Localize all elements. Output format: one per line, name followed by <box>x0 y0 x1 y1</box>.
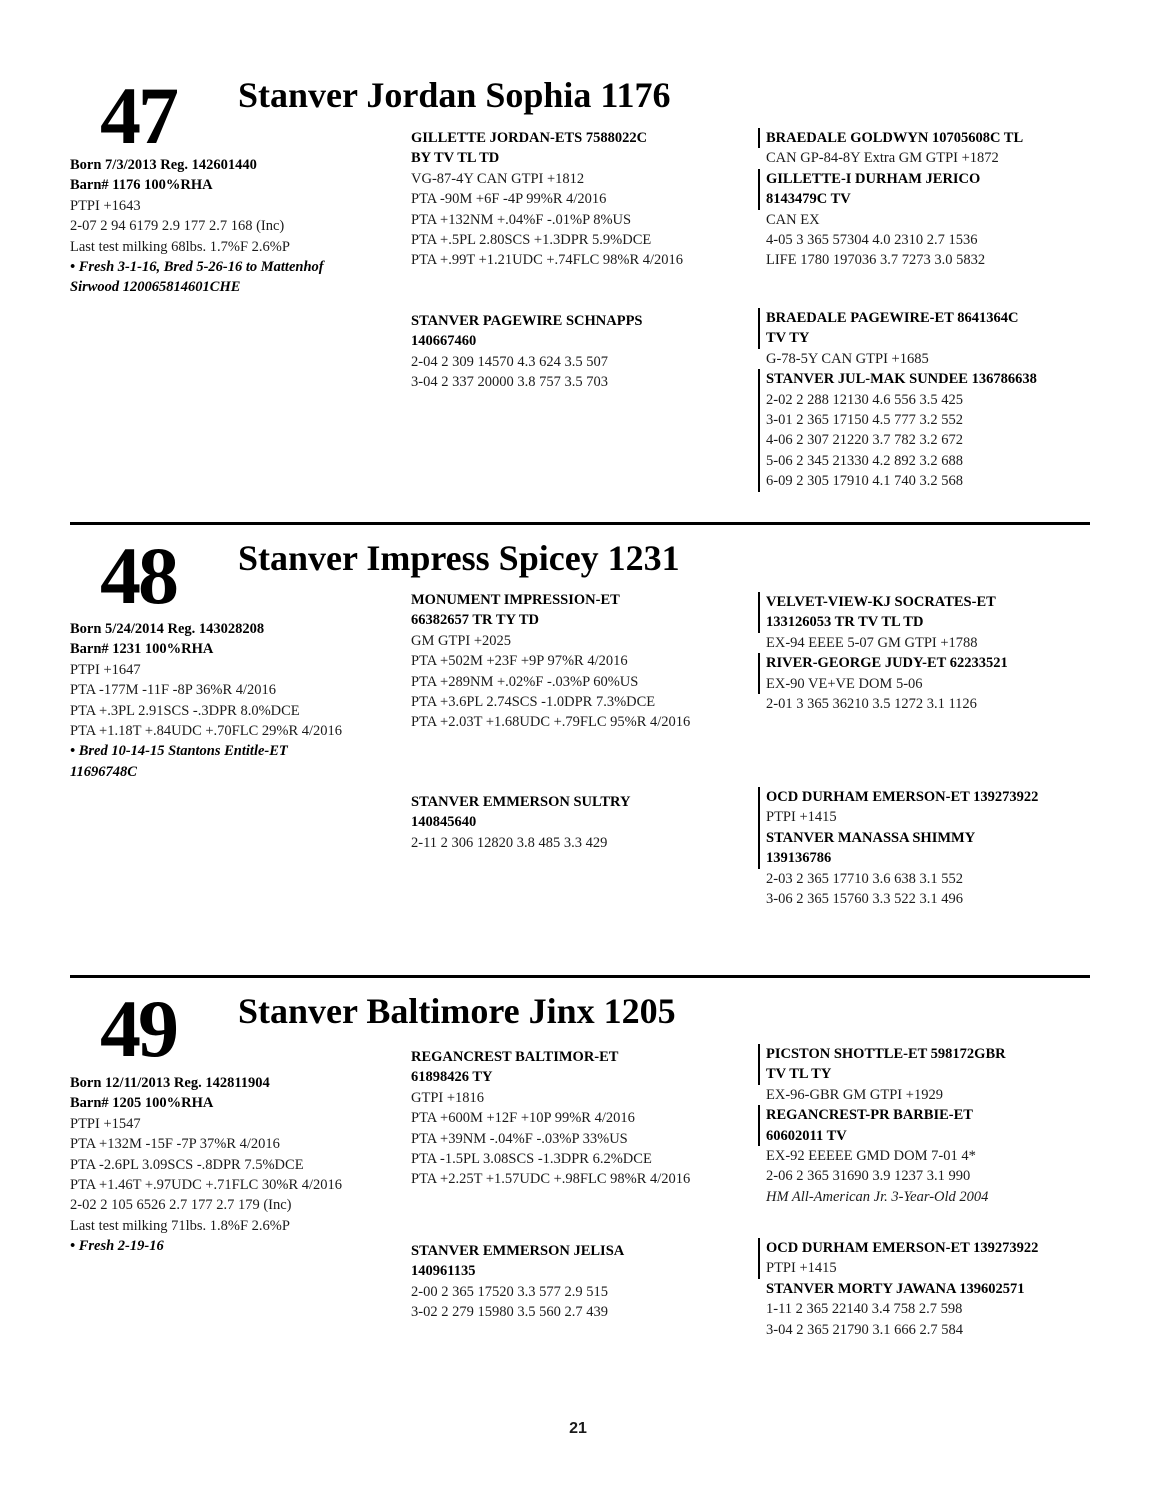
sire-dam <box>758 653 1101 694</box>
sire-pedigree-block <box>766 592 1101 714</box>
sire-dam-line: LIFE 1780 197036 3.7 7273 3.0 5832 <box>766 252 986 269</box>
dam-line: 3-02 2 279 15980 3.5 560 2.7 439 <box>411 1304 608 1321</box>
sire-line: PTA +600M +12F +10P 99%R 4/2016 <box>411 1110 635 1127</box>
born-reg: Born 12/11/2013 Reg. 142811904 <box>70 1075 270 1091</box>
born-reg: Born 5/24/2014 Reg. 143028208 <box>70 621 265 637</box>
lot-title: Stanver Impress Spicey 1231 <box>238 538 680 578</box>
dam-dam-line: 3-04 2 365 21790 3.1 666 2.7 584 <box>766 1321 963 1338</box>
sire-line: PTA +.5PL 2.80SCS +1.3DPR 5.9%DCE <box>411 232 652 249</box>
sire-line: PTA +289NM +.02%F -.03%P 60%US <box>411 673 639 690</box>
sire-sire-line: CAN GP-84-8Y Extra GM GTPI +1872 <box>766 150 999 167</box>
animal-info <box>70 619 390 782</box>
sire-sire-line: EX-94 EEEE 5-07 GM GTPI +1788 <box>766 634 978 651</box>
sire-line: PTA -90M +6F -4P 99%R 4/2016 <box>411 191 607 208</box>
sire-dam-name: 8143479C TV <box>766 191 851 208</box>
info-line: 2-07 2 94 6179 2.9 177 2.7 168 (Inc) <box>70 218 285 235</box>
sire-sire-name: PICSTON SHOTTLE-ET 598172GBR <box>766 1046 1006 1062</box>
sire-line: PTA +3.6PL 2.74SCS -1.0DPR 7.3%DCE <box>411 694 656 711</box>
sire-pedigree-block <box>766 1044 1101 1207</box>
lot-number: 47 <box>100 70 176 161</box>
info-line: PTA -2.6PL 3.09SCS -.8DPR 7.5%DCE <box>70 1156 304 1173</box>
info-line: PTPI +1643 <box>70 197 141 214</box>
sire-line: GM GTPI +2025 <box>411 632 512 649</box>
bred-note: • Bred 10-14-15 Stantons Entitle-ET <box>70 743 288 760</box>
sire-sire <box>758 128 1101 148</box>
dam-block <box>411 311 746 393</box>
animal-info <box>70 155 390 298</box>
info-line: PTA -177M -11F -8P 36%R 4/2016 <box>70 682 277 699</box>
sire-line: GTPI +1816 <box>411 1089 485 1106</box>
dam-pedigree-block <box>766 1238 1101 1340</box>
dam-dam-line: 1-11 2 365 22140 3.4 758 2.7 598 <box>766 1301 963 1318</box>
lot-number: 48 <box>100 530 176 621</box>
dam-name: STANVER PAGEWIRE SCHNAPPS <box>411 313 643 329</box>
dam-sire-name: BRAEDALE PAGEWIRE-ET 8641364C <box>766 310 1019 326</box>
sire-block <box>411 128 746 271</box>
dam-dam-name: STANVER JUL-MAK SUNDEE 136786638 <box>766 371 1037 388</box>
dam-name: STANVER EMMERSON SULTRY <box>411 794 631 810</box>
info-line: Last test milking 71lbs. 1.8%F 2.6%P <box>70 1217 290 1234</box>
dam-sire-line: PTPI +1415 <box>766 809 837 826</box>
dam-name: 140667460 <box>411 333 477 350</box>
sire-dam-name: GILLETTE-I DURHAM JERICO <box>766 170 981 187</box>
dam-dam <box>758 369 1101 491</box>
sire-line: VG-87-4Y CAN GTPI +1812 <box>411 170 585 187</box>
sire-name: BY TV TL TD <box>411 150 500 167</box>
sire-line: PTA +502M +23F +9P 97%R 4/2016 <box>411 653 628 670</box>
section-divider <box>70 975 1090 978</box>
fresh-note: • Fresh 2-19-16 <box>70 1238 164 1255</box>
sire-dam-line: EX-92 EEEEE GMD DOM 7-01 4* <box>766 1148 976 1165</box>
sire-line: PTA +2.03T +1.68UDC +.79FLC 95%R 4/2016 <box>411 714 691 731</box>
sire-dam-name: 60602011 TV <box>766 1127 847 1144</box>
sire-name: 61898426 TY <box>411 1069 493 1086</box>
dam-line: 3-04 2 337 20000 3.8 757 3.5 703 <box>411 374 608 391</box>
sire-sire <box>758 592 1101 633</box>
dam-sire-name: OCD DURHAM EMERSON-ET 139273922 <box>766 1240 1039 1256</box>
sire-sire-name: TV TL TY <box>766 1066 832 1083</box>
section-divider <box>70 522 1090 525</box>
sire-dam-line: 4-05 3 365 57304 4.0 2310 2.7 1536 <box>766 232 978 249</box>
sire-line: PTA +132NM +.04%F -.01%P 8%US <box>411 211 632 228</box>
sire-sire-line: EX-96-GBR GM GTPI +1929 <box>766 1086 943 1103</box>
dam-dam-line: 5-06 2 345 21330 4.2 892 3.2 688 <box>766 452 963 469</box>
dam-dam-name: STANVER MORTY JAWANA 139602571 <box>766 1280 1025 1297</box>
dam-sire <box>758 308 1101 349</box>
dam-name: 140845640 <box>411 814 477 831</box>
dam-dam-line: 2-02 2 288 12130 4.6 556 3.5 425 <box>766 391 963 408</box>
info-line: PTA +1.18T +.84UDC +.70FLC 29%R 4/2016 <box>70 723 343 740</box>
dam-sire-line: G-78-5Y CAN GTPI +1685 <box>766 350 929 367</box>
dam-dam-line: 4-06 2 307 21220 3.7 782 3.2 672 <box>766 432 963 449</box>
dam-name: STANVER EMMERSON JELISA <box>411 1243 625 1259</box>
dam-sire-line: PTPI +1415 <box>766 1260 837 1277</box>
dam-block <box>411 792 746 853</box>
info-line: PTPI +1547 <box>70 1115 141 1132</box>
sire-dam-line: 2-06 2 365 31690 3.9 1237 3.1 990 <box>766 1168 971 1185</box>
sire-name: 66382657 TR TY TD <box>411 612 539 629</box>
bred-note: 11696748C <box>70 763 137 780</box>
sire-sire-name: VELVET-VIEW-KJ SOCRATES-ET <box>766 594 996 610</box>
dam-sire-name: OCD DURHAM EMERSON-ET 139273922 <box>766 789 1039 805</box>
sire-sire-name: BRAEDALE GOLDWYN 10705608C TL <box>766 130 1024 146</box>
born-reg: Born 7/3/2013 Reg. 142601440 <box>70 157 257 173</box>
dam-dam-line: 3-06 2 365 15760 3.3 522 3.1 496 <box>766 891 963 908</box>
dam-name: 140961135 <box>411 1263 476 1280</box>
dam-dam-line: 3-01 2 365 17150 4.5 777 3.2 552 <box>766 412 963 429</box>
dam-line: 2-11 2 306 12820 3.8 485 3.3 429 <box>411 834 608 851</box>
info-line: PTA +132M -15F -7P 37%R 4/2016 <box>70 1136 280 1153</box>
sire-dam <box>758 1105 1101 1146</box>
sire-dam-line: CAN EX <box>766 211 820 228</box>
barn-number: Barn# 1176 100%RHA <box>70 177 213 194</box>
sire-line: PTA +39NM -.04%F -.03%P 33%US <box>411 1130 628 1147</box>
sire-block <box>411 1047 746 1190</box>
sire-dam-line: EX-90 VE+VE DOM 5-06 <box>766 675 923 692</box>
page-number: 21 <box>569 1420 587 1437</box>
lot-title: Stanver Jordan Sophia 1176 <box>238 75 671 115</box>
sire-name: REGANCREST BALTIMOR-ET <box>411 1049 619 1065</box>
sire-block <box>411 590 746 733</box>
dam-sire <box>758 787 1101 828</box>
info-line: PTA +.3PL 2.91SCS -.3DPR 8.0%DCE <box>70 702 300 719</box>
dam-line: 2-00 2 365 17520 3.3 577 2.9 515 <box>411 1283 608 1300</box>
barn-number: Barn# 1231 100%RHA <box>70 641 214 658</box>
sire-line: PTA -1.5PL 3.08SCS -1.3DPR 6.2%DCE <box>411 1151 652 1168</box>
info-line: 2-02 2 105 6526 2.7 177 2.7 179 (Inc) <box>70 1197 292 1214</box>
dam-dam-name: 139136786 <box>766 850 832 867</box>
dam-dam-name: STANVER MANASSA SHIMMY <box>766 829 976 846</box>
info-line: Last test milking 68lbs. 1.7%F 2.6%P <box>70 238 290 255</box>
barn-number: Barn# 1205 100%RHA <box>70 1095 214 1112</box>
dam-sire-name: TV TY <box>766 330 810 347</box>
sire-dam-name: REGANCREST-PR BARBIE-ET <box>766 1107 973 1124</box>
fresh-note: Sirwood 120065814601CHE <box>70 279 241 296</box>
animal-info <box>70 1073 390 1257</box>
lot-number: 49 <box>100 983 176 1074</box>
sire-dam-name: RIVER-GEORGE JUDY-ET 62233521 <box>766 655 1008 672</box>
fresh-note: • Fresh 3-1-16, Bred 5-26-16 to Mattenhof <box>70 259 324 276</box>
sire-line: PTA +2.25T +1.57UDC +.98FLC 98%R 4/2016 <box>411 1171 691 1188</box>
info-line: PTA +1.46T +.97UDC +.71FLC 30%R 4/2016 <box>70 1177 343 1194</box>
award-note: HM All-American Jr. 3-Year-Old 2004 <box>766 1188 989 1205</box>
lot-title: Stanver Baltimore Jinx 1205 <box>238 991 676 1031</box>
sire-sire <box>758 1044 1101 1085</box>
dam-dam <box>758 828 1101 869</box>
sire-dam-line: 2-01 3 365 36210 3.5 1272 3.1 1126 <box>766 696 977 713</box>
sire-dam <box>758 169 1101 210</box>
info-line: PTPI +1647 <box>70 661 141 678</box>
sire-line: PTA +.99T +1.21UDC +.74FLC 98%R 4/2016 <box>411 252 684 269</box>
dam-pedigree-block <box>766 308 1101 492</box>
dam-sire <box>758 1238 1101 1279</box>
dam-pedigree-block <box>766 787 1101 909</box>
dam-dam-line: 2-03 2 365 17710 3.6 638 3.1 552 <box>766 870 963 887</box>
sire-pedigree-block <box>766 128 1101 271</box>
dam-dam-line: 6-09 2 305 17910 4.1 740 3.2 568 <box>766 473 963 490</box>
sire-name: MONUMENT IMPRESSION-ET <box>411 592 620 608</box>
dam-line: 2-04 2 309 14570 4.3 624 3.5 507 <box>411 353 608 370</box>
sire-sire-name: 133126053 TR TV TL TD <box>766 614 924 631</box>
dam-block <box>411 1241 746 1323</box>
sire-name: GILLETTE JORDAN-ETS 7588022C <box>411 130 648 146</box>
